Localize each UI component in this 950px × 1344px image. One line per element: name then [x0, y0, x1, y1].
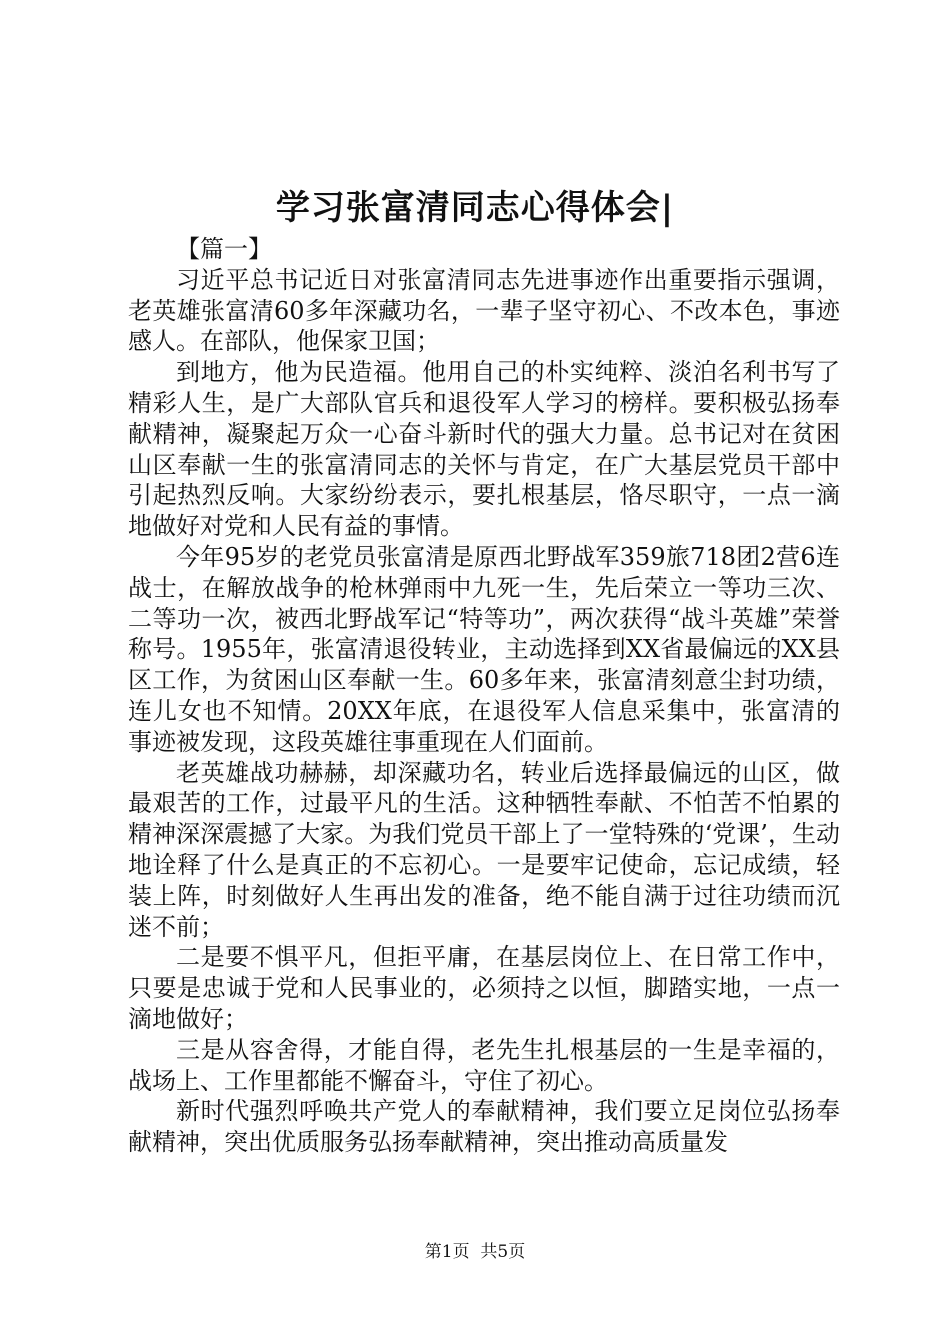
paragraph-2: 到地方，他为民造福。他用自己的朴实纯粹、淡泊名利书写了精彩人生，是广大部队官兵和退役军人学习的榜样。要积极弘扬奉献精神，凝聚起万众一心奋斗新时代的强大力量。总书记对在贫困山区奉献一生的张富清同志的关怀与肯定，在广大基层党员干部中引起热烈反响。大家纷纷表示，要扎根基层，恪尽职守，一点一滴地做好对党和人民有益的事情。 — [128, 358, 840, 541]
page-footer — [0, 1240, 950, 1264]
paragraph-4: 老英雄战功赫赫，却深藏功名，转业后选择最偏远的山区，做最艰苦的工作，过最平凡的生活。这种牺牲奉献、不怕苦不怕累的精神深深震撼了大家。为我们党员干部上了一堂特殊的‘党课’，生动地诠释了什么是真正的不忘初心。一是要牢记使命，忘记成绩，轻装上阵，时刻做好人生再出发的准备，绝不能自满于过往功绩而沉迷不前； — [128, 758, 840, 941]
paragraph-1: 习近平总书记近日对张富清同志先进事迹作出重要指示强调，老英雄张富清60多年深藏功名，一辈子坚守初心、不改本色，事迹感人。在部队，他保家卫国； — [128, 265, 840, 356]
paragraph-6: 三是从容舍得，才能自得，老先生扎根基层的一生是幸福的，战场上、工作里都能不懈奋斗，守住了初心。 — [128, 1035, 840, 1095]
page-number: 第1页 — [424, 1242, 470, 1262]
paragraph-7: 新时代强烈呼唤共产党人的奉献精神，我们要立足岗位弘扬奉献精神，突出优质服务弘扬奉献精神，突出推动高质量发 — [128, 1097, 840, 1157]
section-label: 【篇一】 — [176, 235, 272, 263]
page-total: 共5页 — [480, 1242, 526, 1262]
document-title: 学习张富清同志心得体会| — [275, 188, 675, 228]
paragraph-3: 今年95岁的老党员张富清是原西北野战军359旅718团2营6连战士，在解放战争的枪林弹雨中九死一生，先后荣立一等功三次、二等功一次，被西北野战军记“特等功”，两次获得“战斗英雄”荣誉称号。1955年，张富清退役转业，主动选择到XX省最偏远的XX县区工作，为贫困山区奉献一生。60多年来，张富清刻意尘封功绩，连儿女也不知情。20XX年底，在退役军人信息采集中，张富清的事迹被发现，这段英雄往事重现在人们面前。 — [128, 542, 840, 756]
paragraph-5: 二是要不惧平凡，但拒平庸，在基层岗位上、在日常工作中，只要是忠诚于党和人民事业的，必须持之以恒，脚踏实地，一点一滴地做好； — [128, 943, 840, 1033]
document-body — [128, 234, 840, 1158]
